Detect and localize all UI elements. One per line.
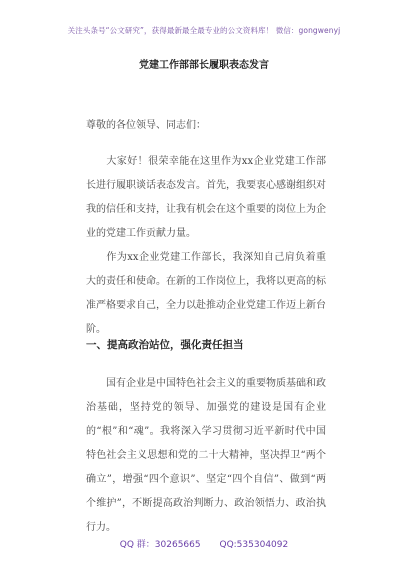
header-note: 关注头条号“公文研究”，获得最新最全最专业的公文资料库！ 微信：gongwenyj: [67, 26, 341, 35]
section-1-paragraph: [86, 372, 326, 540]
section-1-heading: 一、提高政治站位，强化责任担当: [86, 339, 244, 351]
paragraph-1: [86, 150, 326, 246]
document-title: 党建工作部部长履职表态发言: [139, 60, 269, 71]
footer-qq-group: QQ 群：30265665: [119, 540, 201, 550]
footer: [0, 537, 408, 550]
paragraph-1-text: 大家好！很荣幸能在这里作为xx企业党建工作部长进行履职谈话表态发言。首先，我要衷心感谢组织对我的信任和支持，让我有机会在这个重要的岗位上为企业的党建工作贡献力量。: [86, 156, 326, 239]
section-1-paragraph-text: 国有企业是中国特色社会主义的重要物质基础和政治基础，坚持党的领导、加强党的建设是国有企业的“根”和“魂”。我将深入学习贯彻习近平新时代中国特色社会主义思想和党的二十大精神，坚决捍卫“两个确立”，增强“四个意识”、坚定“四个自信”、做到“两个维护”，不断提高政治判断力、政治领悟力、政治执行力。: [86, 378, 326, 533]
footer-qq: QQ:535304092: [219, 540, 289, 550]
paragraph-2: [86, 246, 326, 342]
greeting: 尊敬的各位领导、同志们：: [86, 120, 206, 131]
paragraph-2-text: 作为xx企业党建工作部长，我深知自己肩负着重大的责任和使命。在新的工作岗位上，我将以更高的标准严格要求自己，全力以赴推动企业党建工作迈上新台阶。: [86, 252, 326, 335]
